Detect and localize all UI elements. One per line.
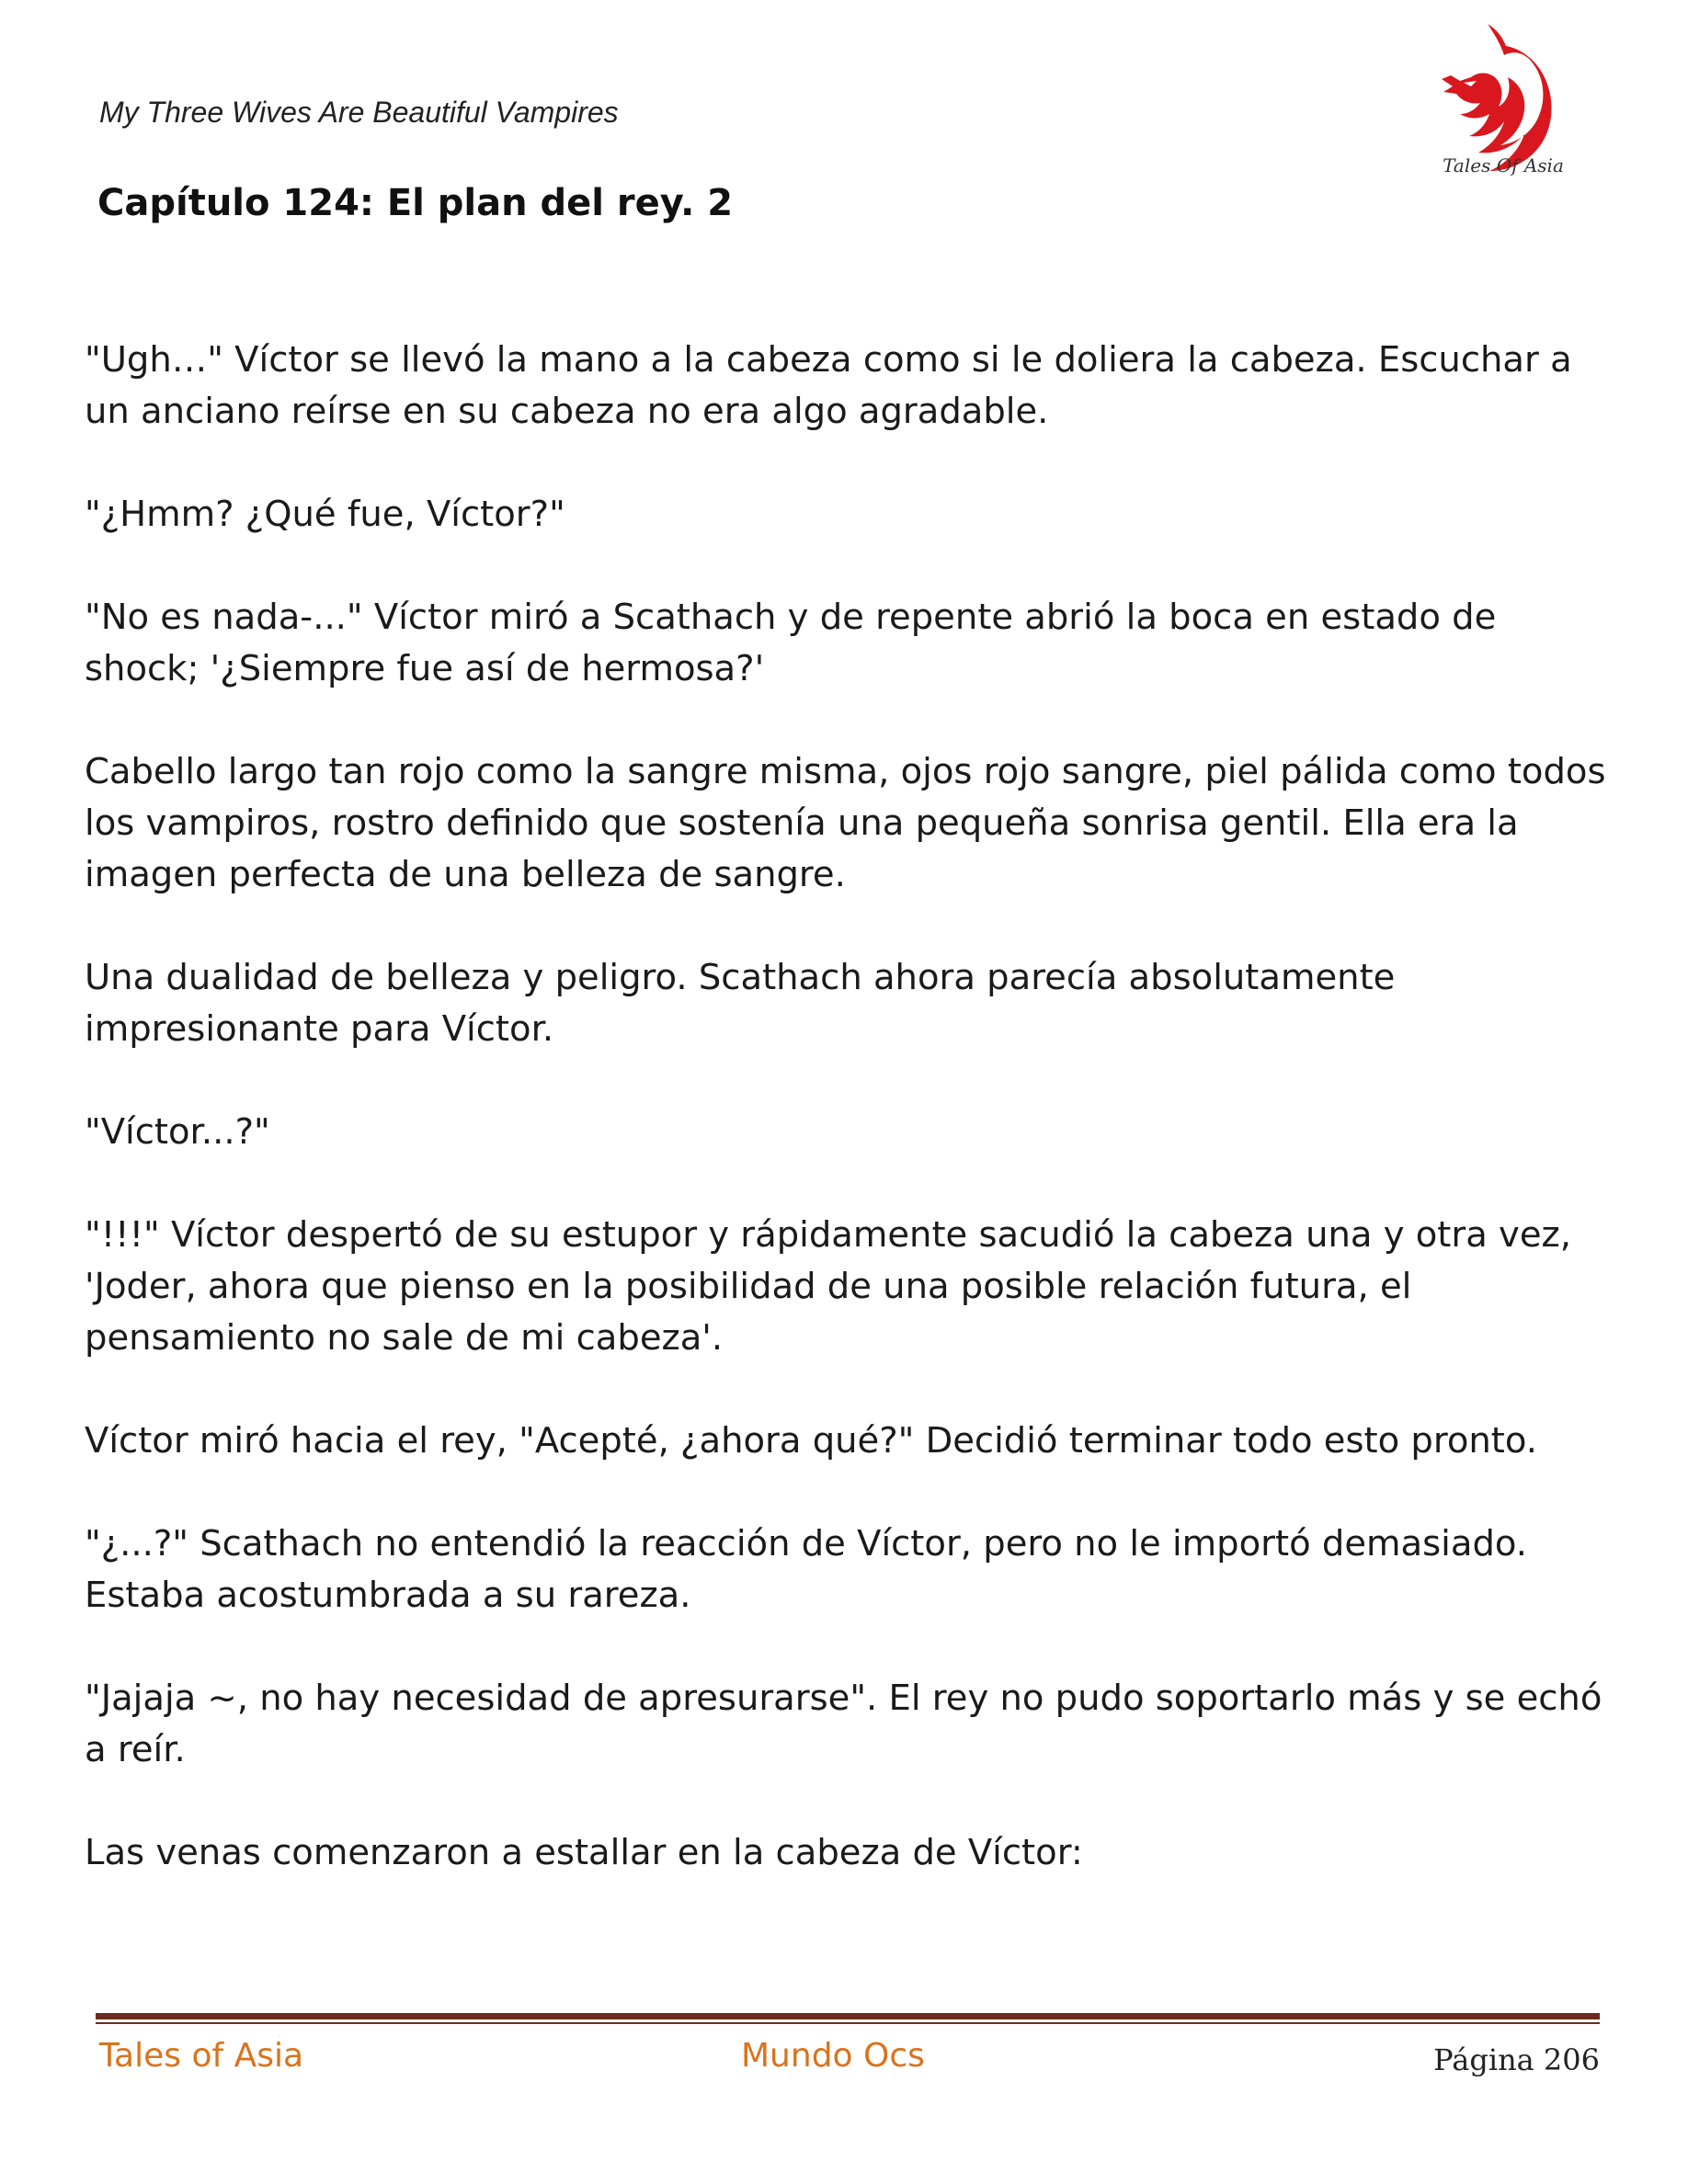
- page-number: Página 206: [1433, 2042, 1600, 2077]
- footer-divider-thin: [96, 2022, 1600, 2024]
- paragraph: "¿...?" Scathach no entendió la reacción de Víctor, pero no le importó demasiado. Estaba acostumbrada a su rareza.: [85, 1523, 1528, 1616]
- footer-section: Mundo Ocs: [741, 2037, 925, 2075]
- paragraph: "Jajaja ~, no hay necesidad de apresurarse". El rey no pudo soportarlo más y se echó a reír.: [85, 1678, 1602, 1770]
- logo-text: Tales Of Asia: [1443, 154, 1564, 176]
- paragraph: "¿Hmm? ¿Qué fue, Víctor?": [85, 494, 565, 535]
- paragraph: Cabello largo tan rojo como la sangre misma, ojos rojo sangre, piel pálida como todos los vampiros, rostro definido que sostenía una pequeña sonrisa gentil. Ella era la imagen perfecta de una belleza de sangre.: [85, 751, 1606, 895]
- series-title: My Three Wives Are Beautiful Vampires: [99, 96, 619, 129]
- chapter-title: Capítulo 124: El plan del rey. 2: [97, 182, 734, 224]
- paragraph: Las venas comenzaron a estallar en la cabeza de Víctor:: [85, 1832, 1083, 1873]
- paragraph: "Víctor...?": [85, 1111, 270, 1153]
- chapter-body: [85, 335, 1611, 1930]
- footer-divider: [96, 2013, 1600, 2019]
- paragraph: "No es nada-..." Víctor miró a Scathach y de repente abrió la boca en estado de shock; '¿Siempre fue así de hermosa?': [85, 597, 1497, 689]
- footer-publisher: Tales of Asia: [99, 2037, 304, 2075]
- paragraph: Una dualidad de belleza y peligro. Scathach ahora parecía absolutamente impresionante para Víctor.: [85, 957, 1396, 1050]
- paragraph: "!!!" Víctor despertó de su estupor y rápidamente sacudió la cabeza una y otra vez, 'Joder, ahora que pienso en la posibilidad de una posible relación futura, el pensamiento no sale de mi cabeza'.: [85, 1214, 1571, 1359]
- paragraph: Víctor miró hacia el rey, "Acepté, ¿ahora qué?" Decidió terminar todo esto pronto.: [85, 1420, 1538, 1462]
- paragraph: "Ugh…" Víctor se llevó la mano a la cabeza como si le doliera la cabeza. Escuchar a un anciano reírse en su cabeza no era algo agradable.: [85, 339, 1572, 432]
